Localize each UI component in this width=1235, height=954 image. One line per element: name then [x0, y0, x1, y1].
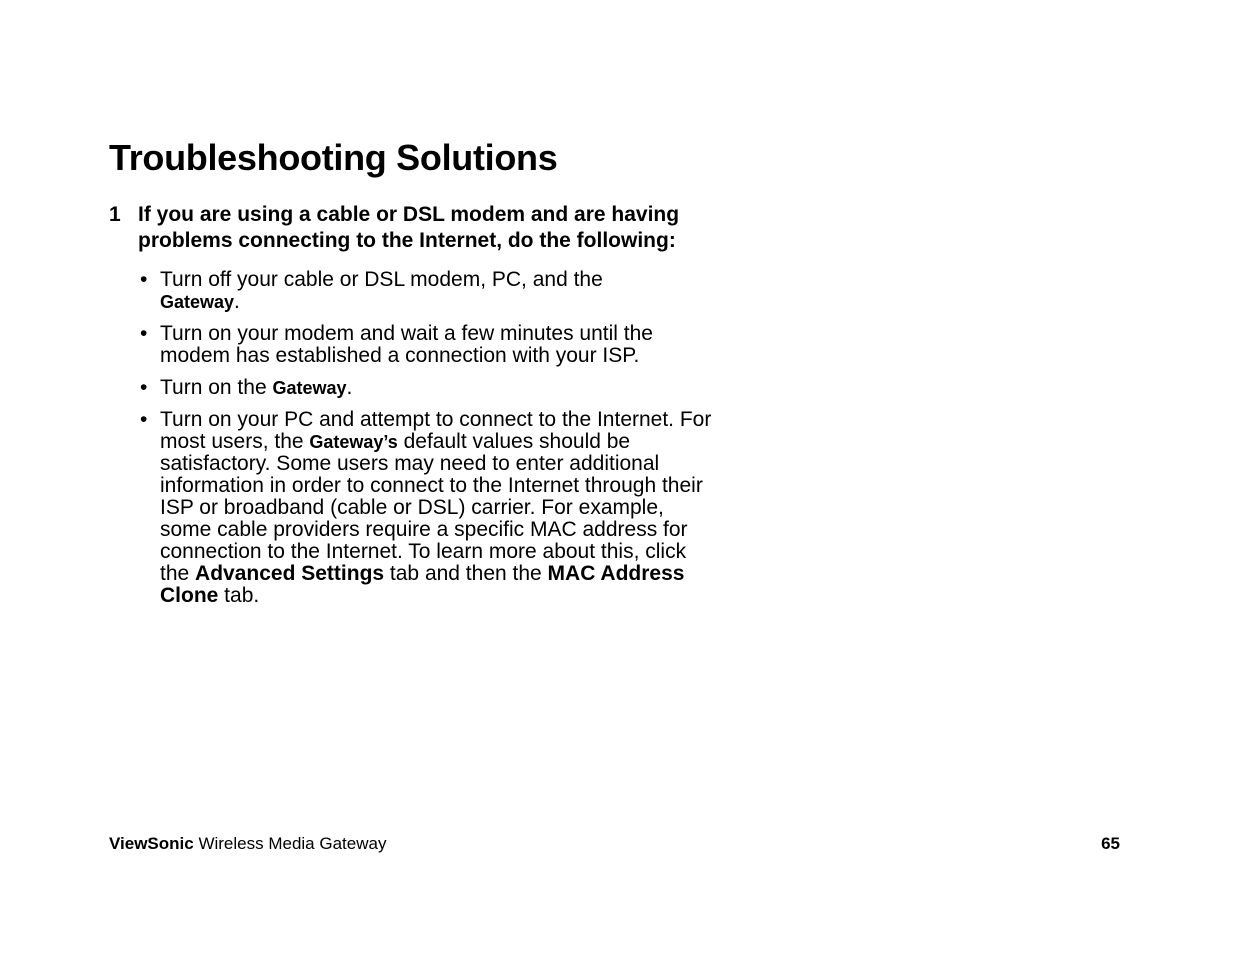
bullet-text: Turn off your cable or DSL modem, PC, and the — [160, 268, 603, 291]
footer-brand: ViewSonic — [109, 834, 194, 853]
bullet-icon: • — [140, 322, 148, 345]
bullet-icon: • — [140, 408, 148, 431]
bullet-text: tab. — [218, 584, 260, 607]
list-item — [138, 269, 718, 313]
bullet-icon: • — [140, 268, 148, 291]
mac-address-clone-term: MAC Address Clone — [160, 562, 685, 607]
bullet-end: . — [346, 376, 353, 399]
troubleshooting-step — [109, 202, 729, 617]
gateway-term: Gateway — [272, 378, 347, 398]
page-number: 65 — [1101, 834, 1120, 853]
gateway-term: Gateway’s — [309, 432, 398, 452]
footer-product: Wireless Media Gateway — [193, 834, 387, 853]
list-item — [138, 323, 718, 367]
bullet-end: . — [234, 290, 240, 313]
gateway-term: Gateway — [160, 292, 235, 312]
bullet-text: default values should be satisfactory. Some users may need to enter additional information in order to connect to the Internet through their ISP or broadband (cable or DSL) carrier. For example, some cable providers require a specific MAC address for connection to the Internet. To learn more about this, click the — [160, 430, 703, 585]
advanced-settings-term: Advanced Settings — [195, 562, 385, 585]
page-footer — [109, 833, 1120, 855]
bullet-text: Turn on your PC and attempt to connect to the Internet. For most users, the — [160, 408, 712, 453]
step-number: 1 — [109, 203, 121, 226]
bullet-text: tab and then the — [384, 562, 548, 585]
step-heading: If you are using a cable or DSL modem and are having problems connecting to the Internet, do the following: — [138, 203, 680, 252]
bullet-text: Turn on the — [160, 376, 273, 399]
page-title: Troubleshooting Solutions — [109, 137, 558, 178]
step-bullet-list — [138, 269, 718, 607]
list-item — [138, 377, 718, 399]
bullet-text: Turn on your modem and wait a few minutes until the modem has established a connection with your ISP. — [160, 322, 653, 367]
list-item — [138, 409, 718, 607]
bullet-icon: • — [140, 376, 148, 399]
